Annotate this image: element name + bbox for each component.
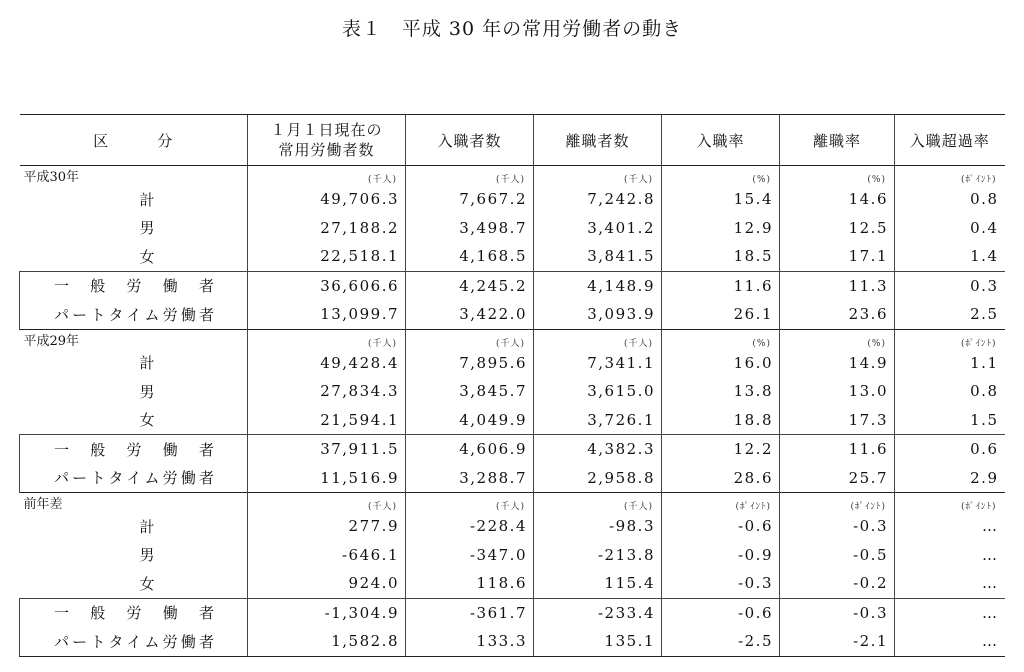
cell-hires: 3,498.7 [406, 214, 534, 243]
unit-excess-rate: (ﾎﾟｲﾝﾄ) [895, 493, 1005, 513]
header-hire-rate: 入職率 [662, 115, 780, 166]
table-body [20, 166, 1005, 657]
cell-separations: 2,958.8 [534, 464, 662, 493]
cell-separations: 7,242.8 [534, 185, 662, 214]
cell-workers: 13,099.7 [248, 300, 406, 329]
cell-separations: -233.4 [534, 598, 662, 627]
unit-hire-rate: (ﾎﾟｲﾝﾄ) [662, 493, 780, 513]
cell-hire-rate: 12.9 [662, 214, 780, 243]
unit-separations: (千人) [534, 329, 662, 349]
row-label: 計 [139, 190, 155, 209]
unit-excess-rate: (ﾎﾟｲﾝﾄ) [895, 166, 1005, 186]
cell-workers: 277.9 [248, 512, 406, 541]
row-label [20, 300, 248, 329]
cell-hire-rate: -0.9 [662, 541, 780, 570]
table-row [20, 627, 1005, 656]
header-hires: 入職者数 [406, 115, 534, 166]
row-label: 男 [139, 219, 155, 238]
cell-excess-rate: … [895, 541, 1005, 570]
unit-separation-rate: (%) [780, 166, 895, 186]
cell-hire-rate: -2.5 [662, 627, 780, 656]
table-row [20, 598, 1005, 627]
cell-hire-rate: 13.8 [662, 377, 780, 406]
cell-workers: 1,582.8 [248, 627, 406, 656]
cell-hire-rate: 26.1 [662, 300, 780, 329]
table-row [20, 271, 1005, 300]
table-row [20, 242, 1005, 271]
unit-separation-rate: (ﾎﾟｲﾝﾄ) [780, 493, 895, 513]
cell-hire-rate: 15.4 [662, 185, 780, 214]
cell-separations: 3,726.1 [534, 406, 662, 435]
unit-hires: (千人) [406, 166, 534, 186]
row-label: 女 [139, 411, 155, 430]
cell-separations: -213.8 [534, 541, 662, 570]
cell-hires: 133.3 [406, 627, 534, 656]
table-row [20, 512, 1005, 541]
cell-hires: 4,049.9 [406, 406, 534, 435]
cell-separations: 3,093.9 [534, 300, 662, 329]
group-unit-row [20, 329, 1005, 349]
table-row [20, 349, 1005, 378]
cell-hire-rate: -0.6 [662, 598, 780, 627]
page-title: 表１ 平成 30 年の常用労働者の動き [341, 18, 683, 40]
header-category: 区 分 [20, 115, 248, 166]
unit-hires: (千人) [406, 329, 534, 349]
group-label: 平成29年 [20, 329, 248, 349]
unit-workers: (千人) [248, 493, 406, 513]
cell-hire-rate: 28.6 [662, 464, 780, 493]
cell-separation-rate: -0.5 [780, 541, 895, 570]
cell-hire-rate: 18.5 [662, 242, 780, 271]
row-label: 計 [139, 517, 155, 536]
row-label: 男 [139, 382, 155, 401]
cell-excess-rate: 0.8 [895, 185, 1005, 214]
row-label [20, 271, 248, 300]
cell-workers: 21,594.1 [248, 406, 406, 435]
row-label-text: 一般労働者 [54, 277, 214, 296]
row-label-text: パートタイム労働者 [54, 632, 214, 651]
group-unit-row [20, 166, 1005, 186]
header-separations: 離職者数 [534, 115, 662, 166]
cell-separations: 3,401.2 [534, 214, 662, 243]
cell-hire-rate: 16.0 [662, 349, 780, 378]
cell-excess-rate: 2.9 [895, 464, 1005, 493]
cell-excess-rate: 1.4 [895, 242, 1005, 271]
cell-separation-rate: 12.5 [780, 214, 895, 243]
cell-excess-rate: 2.5 [895, 300, 1005, 329]
row-label: 男 [139, 546, 155, 565]
cell-workers: -646.1 [248, 541, 406, 570]
cell-separations: 4,382.3 [534, 435, 662, 464]
cell-separations: 3,841.5 [534, 242, 662, 271]
cell-workers: 11,516.9 [248, 464, 406, 493]
cell-workers: -1,304.9 [248, 598, 406, 627]
header-excess-rate: 入職超過率 [895, 115, 1005, 166]
cell-workers: 27,188.2 [248, 214, 406, 243]
cell-workers: 49,706.3 [248, 185, 406, 214]
row-label: 計 [139, 354, 155, 373]
cell-hires: 4,606.9 [406, 435, 534, 464]
cell-separations: 4,148.9 [534, 271, 662, 300]
cell-excess-rate: 1.1 [895, 349, 1005, 378]
cell-excess-rate: 1.5 [895, 406, 1005, 435]
table-row [20, 541, 1005, 570]
unit-separation-rate: (%) [780, 329, 895, 349]
row-label [20, 464, 248, 493]
header-separation-rate: 離職率 [780, 115, 895, 166]
cell-separations: 135.1 [534, 627, 662, 656]
table-row [20, 377, 1005, 406]
cell-separation-rate: -2.1 [780, 627, 895, 656]
unit-separations: (千人) [534, 166, 662, 186]
cell-hire-rate: 18.8 [662, 406, 780, 435]
cell-separation-rate: 14.9 [780, 349, 895, 378]
cell-hires: -228.4 [406, 512, 534, 541]
cell-separation-rate: -0.3 [780, 598, 895, 627]
cell-hire-rate: -0.3 [662, 569, 780, 598]
row-label-text: 一般労働者 [54, 440, 214, 459]
cell-workers: 27,834.3 [248, 377, 406, 406]
row-label-text: 一般労働者 [54, 604, 214, 623]
table-row [20, 435, 1005, 464]
table-row [20, 464, 1005, 493]
cell-separation-rate: 23.6 [780, 300, 895, 329]
cell-separations: 3,615.0 [534, 377, 662, 406]
cell-excess-rate: … [895, 627, 1005, 656]
group-label: 前年差 [20, 493, 248, 513]
table-row [20, 569, 1005, 598]
cell-separation-rate: -0.2 [780, 569, 895, 598]
cell-excess-rate: 0.4 [895, 214, 1005, 243]
cell-separation-rate: -0.3 [780, 512, 895, 541]
cell-hires: 4,168.5 [406, 242, 534, 271]
cell-excess-rate: … [895, 512, 1005, 541]
header-workers-line2: 常用労働者数 [278, 141, 375, 159]
cell-separation-rate: 17.1 [780, 242, 895, 271]
cell-excess-rate: … [895, 569, 1005, 598]
group-unit-row [20, 493, 1005, 513]
cell-separation-rate: 17.3 [780, 406, 895, 435]
unit-hires: (千人) [406, 493, 534, 513]
table-row [20, 214, 1005, 243]
unit-hire-rate: (%) [662, 329, 780, 349]
table-row [20, 406, 1005, 435]
cell-excess-rate: 0.8 [895, 377, 1005, 406]
row-label [20, 435, 248, 464]
cell-workers: 49,428.4 [248, 349, 406, 378]
cell-separation-rate: 14.6 [780, 185, 895, 214]
unit-excess-rate: (ﾎﾟｲﾝﾄ) [895, 329, 1005, 349]
cell-hires: -361.7 [406, 598, 534, 627]
cell-separation-rate: 11.6 [780, 435, 895, 464]
cell-hires: 3,845.7 [406, 377, 534, 406]
cell-hire-rate: 12.2 [662, 435, 780, 464]
cell-separations: 115.4 [534, 569, 662, 598]
labor-table [19, 114, 1005, 657]
row-label-text: パートタイム労働者 [54, 469, 214, 488]
cell-excess-rate: 0.6 [895, 435, 1005, 464]
cell-workers: 22,518.1 [248, 242, 406, 271]
cell-separation-rate: 13.0 [780, 377, 895, 406]
row-label: 女 [139, 247, 155, 266]
table-row [20, 300, 1005, 329]
cell-hires: 4,245.2 [406, 271, 534, 300]
row-label [20, 627, 248, 656]
unit-workers: (千人) [248, 329, 406, 349]
table-row [20, 185, 1005, 214]
cell-hires: 3,422.0 [406, 300, 534, 329]
row-label [20, 598, 248, 627]
cell-excess-rate: … [895, 598, 1005, 627]
cell-separation-rate: 11.3 [780, 271, 895, 300]
cell-workers: 36,606.6 [248, 271, 406, 300]
cell-hires: 118.6 [406, 569, 534, 598]
cell-hire-rate: -0.6 [662, 512, 780, 541]
cell-hires: 7,667.2 [406, 185, 534, 214]
cell-hires: 7,895.6 [406, 349, 534, 378]
cell-separations: -98.3 [534, 512, 662, 541]
header-workers [248, 115, 406, 166]
unit-hire-rate: (%) [662, 166, 780, 186]
unit-workers: (千人) [248, 166, 406, 186]
cell-hire-rate: 11.6 [662, 271, 780, 300]
row-label: 女 [139, 574, 155, 593]
cell-separation-rate: 25.7 [780, 464, 895, 493]
cell-excess-rate: 0.3 [895, 271, 1005, 300]
unit-separations: (千人) [534, 493, 662, 513]
cell-workers: 924.0 [248, 569, 406, 598]
header-workers-line1: １月１日現在の [270, 121, 383, 139]
cell-separations: 7,341.1 [534, 349, 662, 378]
cell-hires: -347.0 [406, 541, 534, 570]
group-label: 平成30年 [20, 166, 248, 186]
cell-workers: 37,911.5 [248, 435, 406, 464]
header-row [20, 115, 1005, 166]
row-label-text: パートタイム労働者 [54, 305, 214, 324]
cell-hires: 3,288.7 [406, 464, 534, 493]
